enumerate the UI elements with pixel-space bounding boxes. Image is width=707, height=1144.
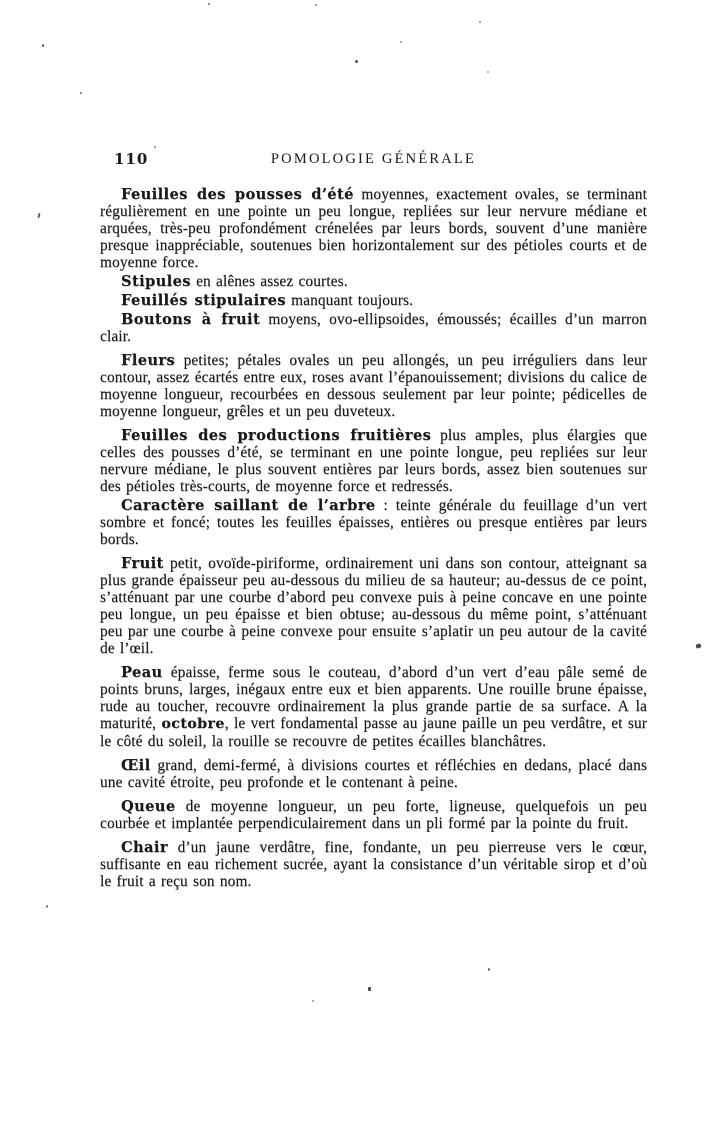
term-feuilles-productions: Feuilles des productions fruitières xyxy=(121,427,432,444)
paragraph-body: petites; pétales ovales un peu allongés, un peu irréguliers dans leur contour, assez écartés entre eux, roses avant l’épanouissement; divisions du calice de moyenne longueur, recourbées en dessous seulement par leur pointe; pédicelles de moyenne longueur, grêles et un peu duveteux. xyxy=(100,352,647,420)
paragraph-body: petit, ovoïde-piriforme, ordinairement uni dans son contour, atteignant sa plus grande épaisseur peu au-dessous du milieu de sa hauteur; au-dessus de ce point, s’atténuant par une courbe d’abord peu convexe puis à peine concave en une pointe peu longue, un peu épaisse et bien obtuse; au-dessous du même point, s’atténuant peu par une courbe à peine convexe pour ensuite s’aplatir un peu autour de la cavité de l’œil. xyxy=(100,555,647,657)
scan-speck xyxy=(312,1000,314,1002)
scan-speck xyxy=(208,3,210,5)
scan-speck xyxy=(479,21,481,23)
paragraph-body: , le vert fondamental passe au jaune paille un peu verdâtre, et sur le côté du soleil, la rouille se recouvre de petites écailles blanchâtres. xyxy=(100,715,647,750)
paragraph-caractere-saillant xyxy=(100,497,647,548)
paragraph-body: grand, demi-fermé, à divisions courtes et réfléchies en dedans, placé dans une cavité étroite, peu profonde et le contenant à peine. xyxy=(100,757,647,791)
paragraph-peau xyxy=(100,664,647,750)
term-caractere-saillant: Caractère saillant de l’arbre xyxy=(121,497,376,514)
paragraph-feuilles-des-pousses xyxy=(100,186,647,271)
paragraph-fleurs xyxy=(100,352,647,420)
term-feuilles-stipulaires: Feuillés stipulaires xyxy=(121,292,286,309)
paragraph-feuilles-stipulaires xyxy=(100,292,647,309)
scan-speck xyxy=(154,146,156,148)
scan-speck xyxy=(487,71,489,73)
paragraph-stipules xyxy=(100,273,647,290)
term-peau: Peau xyxy=(121,664,163,681)
term-queue: Queue xyxy=(121,798,176,815)
paragraph-body: d’un jaune verdâtre, fine, fondante, un peu pierreuse vers le cœur, suffisante en eau richement sucrée, ayant la consistance d’un véritable sirop et d’où le fruit a reçu son nom. xyxy=(100,839,647,890)
paragraph-oeil xyxy=(100,757,647,791)
scan-speck xyxy=(368,987,371,991)
paragraph-body: : teinte générale du feuillage d’un vert sombre et foncé; toutes les feuilles épaisses, entières ou presque entières par leurs bords. xyxy=(100,497,647,548)
scan-speck xyxy=(488,968,490,971)
term-octobre: octobre xyxy=(161,716,225,732)
paragraph-chair xyxy=(100,839,647,890)
scan-speck xyxy=(46,905,48,908)
book-page xyxy=(100,150,647,892)
paragraph-feuilles-productions xyxy=(100,427,647,495)
scan-speck xyxy=(80,92,82,94)
term-oeil: Œil xyxy=(121,757,151,774)
paragraph-body: épaisse, ferme sous le couteau, d’abord d’un vert d’eau pâle semé de points bruns, larges, inégaux entre eux et bien apparents. Une rouille brune épaisse, rude au toucher, recouvre ordinairement la plus grande partie de sa surface. A la maturité, xyxy=(100,664,647,732)
paragraph-fruit xyxy=(100,555,647,657)
term-feuilles-des-pousses: Feuilles des pousses d’été xyxy=(121,186,354,203)
scan-speck xyxy=(355,60,358,63)
paragraph-body: moyennes, exactement ovales, se terminant régulièrement en une pointe un peu longue, repliées sur leur nervure médiane et arquées, très-peu profondément crénelées par leurs bords, souvent d’une manière presque inappréciable, soutenues bien horizontalement sur des pétioles courts et de moyenne force. xyxy=(100,186,647,271)
term-stipules: Stipules xyxy=(121,273,191,290)
paragraph-boutons-a-fruit xyxy=(100,311,647,345)
running-title: POMOLOGIE GÉNÉRALE xyxy=(270,151,477,167)
term-boutons-a-fruit: Boutons à fruit xyxy=(121,311,261,328)
page-number: 110 xyxy=(114,150,149,168)
scan-speck xyxy=(37,213,40,218)
paragraph-body: plus amples, plus élargies que celles des pousses d’été, se terminant en une pointe longue, peu repliées sur leur nervure médiane, le plus souvent entières par leurs bords, assez bien soutenues sur des pétioles très-courts, de moyenne force et redressés. xyxy=(100,427,647,495)
paragraph-queue xyxy=(100,798,647,832)
term-fruit: Fruit xyxy=(121,555,164,572)
paragraph-body: moyens, ovo-ellipsoides, émoussés; écailles d’un marron clair. xyxy=(100,311,647,345)
page-header xyxy=(100,150,647,174)
term-fleurs: Fleurs xyxy=(121,352,176,369)
scan-speck xyxy=(696,643,702,648)
paragraph-body: de moyenne longueur, un peu forte, ligneuse, quelquefois un peu courbée et implantée perpendiculairement dans un pli formé par la pointe du fruit. xyxy=(100,798,647,832)
scan-speck xyxy=(315,4,317,6)
scan-speck xyxy=(400,41,402,43)
paragraph-body: manquant toujours. xyxy=(285,292,414,309)
paragraph-body: en alênes assez courtes. xyxy=(190,273,348,290)
scan-speck xyxy=(42,44,44,47)
page-body-text xyxy=(100,186,647,890)
term-chair: Chair xyxy=(121,839,168,856)
